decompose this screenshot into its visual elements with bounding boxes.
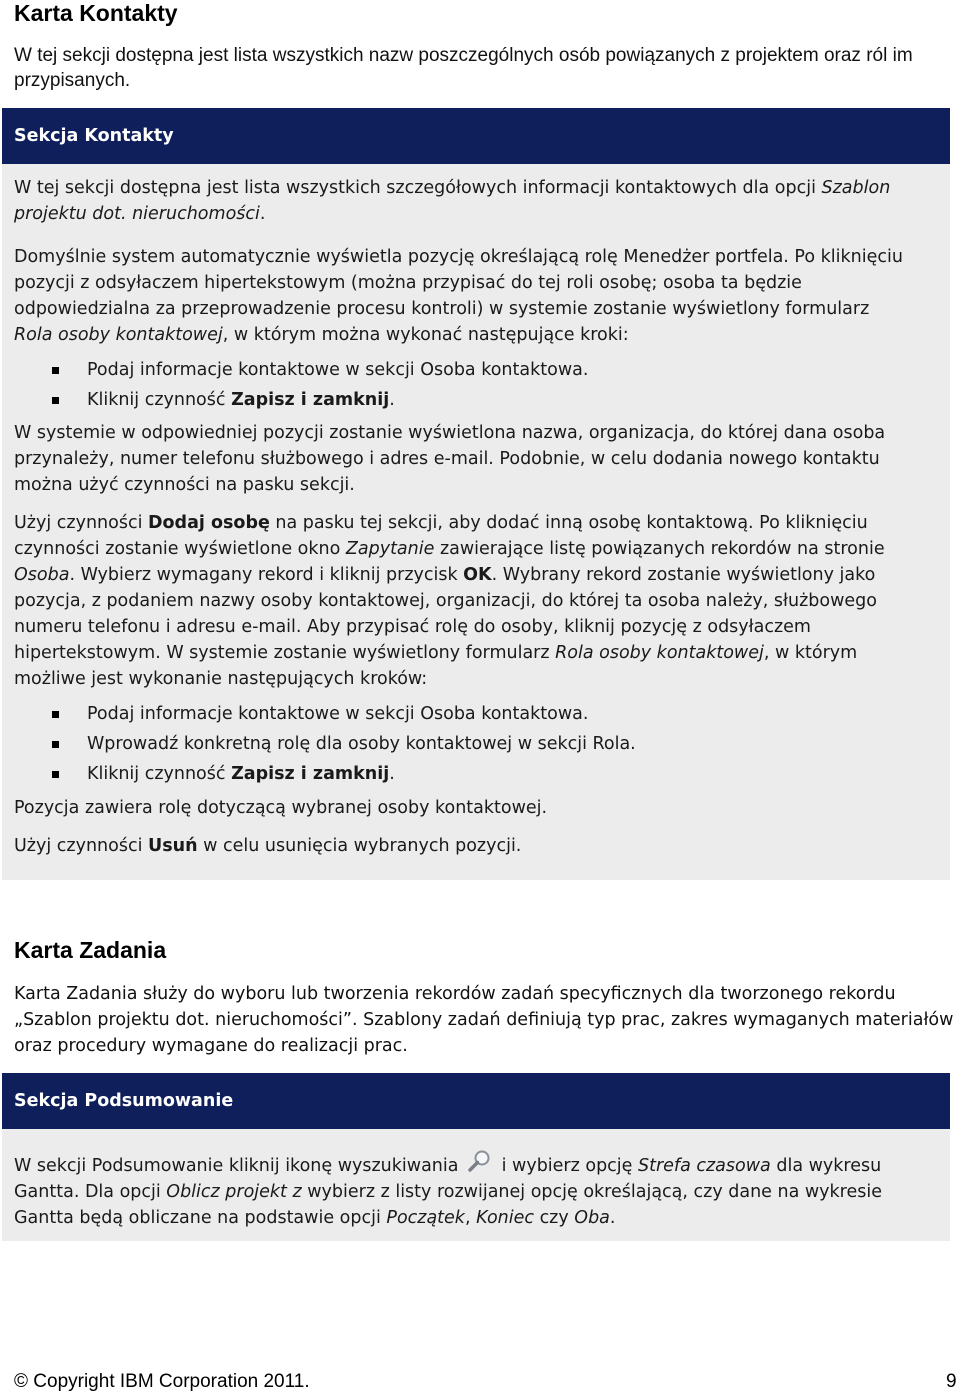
list-item: Kliknij czynność Zapisz i zamknij.: [14, 759, 940, 789]
paragraph: Użyj czynności Usuń w celu usunięcia wybranych pozycji.: [14, 836, 522, 856]
steps-list: [14, 355, 940, 415]
panel-sekcja-podsumowanie: [2, 1073, 950, 1241]
paragraph: W systemie w odpowiedniej pozycji zostanie wyświetlona nazwa, organizacja, do której dana osoba przynależy, numer telefonu służbowego i adres e-mail. Podobnie, w celu dodania nowego kontaktu można użyć czynności na pasku sekcji.: [14, 423, 886, 495]
intro-line: „Szablon projektu dot. nieruchomości”. Szablony zadań definiują typ prac, zakres wymaganych: [14, 1010, 850, 1030]
intro-line: Karta Zadania służy do wyboru lub tworzenia rekordów zadań specyficznych dla tworzonego rekordu: [14, 984, 896, 1004]
bullet-icon: [52, 711, 59, 718]
paragraph: W sekcji Podsumowanie kliknij ikonę wyszukiwania i wybierz opcję Strefa czasowa dla wykresu Gantta. Dla opcji Oblicz projekt z wybierz z listy rozwijanej opcję określającą, czy dane na wykresie Gantta będą obliczane na podstawie opcji Początek, Koniec czy Oba.: [14, 1149, 940, 1231]
panel-header-kontakty: Sekcja Kontakty: [2, 108, 950, 164]
bullet-icon: [52, 367, 59, 374]
paragraph: Pozycja zawiera rolę dotyczącą wybranej osoby kontaktowej.: [14, 798, 548, 818]
panel-header-podsumowanie: Sekcja Podsumowanie: [2, 1073, 950, 1129]
paragraph: Użyj czynności Dodaj osobę na pasku tej sekcji, aby dodać inną osobę kontaktową. Po kliknięciu czynności zostanie wyświetlone okno Zapytanie zawierające listę powiązanych rekordów na stronie Osoba. Wybierz wymagany rekord i kliknij przycisk OK. Wybrany rekord zostanie wyświetlony jako pozycja, z podaniem nazwy osoby kontaktowej, organizacji, do której ta osoba należy, służbowego numeru telefonu i adresu e-mail. Aby przypisać rolę do osoby, kliknij pozycję z odsyłaczem hipertekstowym. W systemie zostanie wyświetlony formularz Rola osoby kontaktowej, w którym możliwe jest wykonanie następujących kroków:: [14, 513, 885, 689]
paragraph: W tej sekcji dostępna jest lista wszystkich szczegółowych informacji kontaktowych dla opcji Szablon projektu dot. nieruchomości.: [14, 178, 891, 224]
section-intro-kontakty: [14, 43, 954, 93]
footer-copyright: © Copyright IBM Corporation 2011.: [14, 1371, 310, 1392]
bullet-icon: [52, 397, 59, 404]
list-item: Podaj informacje kontaktowe w sekcji Osoba kontaktowa.: [14, 699, 940, 729]
bullet-icon: [52, 771, 59, 778]
intro-line: im przypisanych.: [14, 45, 913, 91]
section-title-zadania: Karta Zadania: [14, 937, 167, 963]
list-item: Podaj informacje kontaktowe w sekcji Osoba kontaktowa.: [14, 355, 940, 385]
paragraph: Domyślnie system automatycznie wyświetla pozycję określającą rolę Menedżer portfela. Po kliknięciu pozycji z odsyłaczem hipertekstowym (można przypisać do tej roli osobę; osoba ta będzie odpowiedzialna za przeprowadzenie procesu kontroli) w systemie zostanie wyświetlony formularz Rola osoby kontaktowej, w którym można wykonać następujące kroki:: [14, 247, 903, 345]
list-item: Wprowadź konkretną rolę dla osoby kontaktowej w sekcji Rola.: [14, 729, 940, 759]
list-item: Kliknij czynność Zapisz i zamknij.: [14, 385, 940, 415]
search-icon[interactable]: [466, 1149, 492, 1173]
section-intro-zadania: [14, 981, 954, 1059]
intro-line: W tej sekcji dostępna jest lista wszystkich nazw poszczególnych osób powiązanych z projektem oraz ról: [14, 45, 888, 66]
steps-list: [14, 699, 940, 789]
panel-sekcja-kontakty: [2, 108, 950, 880]
bullet-icon: [52, 741, 59, 748]
intro-line: materiałów oraz procedury wymagane do realizacji prac.: [14, 1010, 954, 1056]
footer-page-number: 9: [946, 1371, 957, 1392]
section-title-kontakty: Karta Kontakty: [14, 0, 178, 26]
